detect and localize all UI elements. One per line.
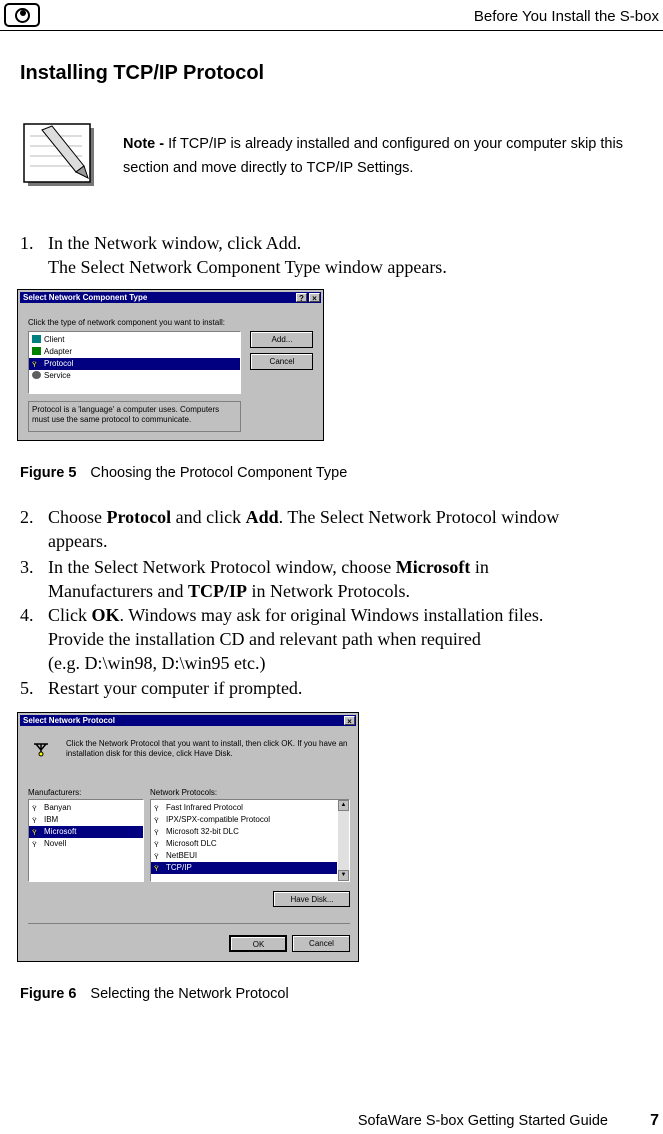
figure-caption: Choosing the Protocol Component Type <box>90 465 348 481</box>
protocol-icon: Ÿ <box>32 818 37 825</box>
protocol-icon: Ÿ <box>154 818 159 825</box>
dialog-title: Select Network Protocol <box>23 716 116 725</box>
protocol-icon: Ÿ <box>154 842 159 849</box>
list-item[interactable]: Ÿ Microsoft 32-bit DLC <box>154 827 239 837</box>
dialog-title-bar <box>20 292 321 303</box>
list-item[interactable]: Ÿ Fast Infrared Protocol <box>154 803 243 813</box>
header-divider <box>0 30 663 31</box>
step-number: 2. <box>20 507 34 527</box>
protocol-icon: Ÿ <box>32 806 37 813</box>
component-type-list[interactable] <box>28 331 241 394</box>
step-number: 3. <box>20 557 34 577</box>
step-number: 5. <box>20 678 34 698</box>
list-item[interactable]: Ÿ IBM <box>32 815 59 825</box>
protocol-icon: Ÿ <box>32 362 37 369</box>
figure-label: Figure 6 <box>20 986 77 1002</box>
list-item[interactable]: Adapter <box>29 346 240 358</box>
list-item-selected[interactable]: Ÿ Protocol <box>29 358 240 370</box>
step-text: Choose Protocol and click Add. The Select Network Protocol window <box>48 507 560 527</box>
protocol-icon: Ÿ <box>154 854 159 861</box>
manufacturers-list[interactable] <box>28 799 144 882</box>
list-item[interactable]: Service <box>29 370 240 382</box>
description-box: Protocol is a 'language' a computer uses. Computers must use the same protocol to communicate. <box>28 401 241 432</box>
list-item[interactable]: Client <box>29 334 240 346</box>
step-text: Restart your computer if prompted. <box>48 678 303 698</box>
step-text: In the Network window, click Add. <box>48 233 302 253</box>
network-protocol-icon <box>32 741 50 757</box>
dialog-prompt: Click the type of network component you want to install: <box>28 318 225 327</box>
scroll-up-icon[interactable]: ▲ <box>338 800 349 811</box>
protocol-icon: Ÿ <box>154 830 159 837</box>
manufacturers-label: Manufacturers: <box>28 788 82 797</box>
scrollbar[interactable] <box>338 800 349 881</box>
page-number: 7 <box>650 1112 659 1129</box>
select-network-component-dialog <box>17 289 324 441</box>
network-protocols-list[interactable] <box>150 799 350 882</box>
cancel-button[interactable]: Cancel <box>250 353 313 370</box>
figure-5-caption <box>20 465 347 481</box>
dialog-prompt: Click the Network Protocol that you want to install, then click OK. If you have an installation disk for this device, click Have Disk. <box>66 739 348 758</box>
scroll-down-icon[interactable]: ▼ <box>338 870 349 881</box>
dialog-title-bar <box>20 715 356 726</box>
protocol-icon: Ÿ <box>32 842 37 849</box>
help-button[interactable]: ? <box>296 293 307 302</box>
service-icon <box>32 371 41 379</box>
ok-button[interactable]: OK <box>229 935 287 952</box>
protocol-icon: Ÿ <box>154 866 159 873</box>
have-disk-button[interactable]: Have Disk... <box>273 891 350 907</box>
protocols-label: Network Protocols: <box>150 788 218 797</box>
close-button[interactable]: × <box>344 716 355 725</box>
list-item-selected[interactable]: Ÿ TCP/IP <box>151 862 337 874</box>
list-item[interactable]: Ÿ NetBEUI <box>154 851 198 861</box>
dialog-divider <box>28 923 350 924</box>
list-item[interactable]: Ÿ Microsoft DLC <box>154 839 217 849</box>
list-item[interactable]: Ÿ Banyan <box>32 803 72 813</box>
step-text: In the Select Network Protocol window, choose Microsoft in <box>48 557 489 577</box>
select-network-protocol-dialog <box>17 712 359 962</box>
adapter-icon <box>32 347 41 355</box>
figure-6-caption <box>20 986 289 1002</box>
protocol-icon: Ÿ <box>32 830 37 837</box>
cancel-button[interactable]: Cancel <box>292 935 350 952</box>
figure-label: Figure 5 <box>20 465 77 481</box>
close-button[interactable]: × <box>309 293 320 302</box>
step-text: Manufacturers and TCP/IP in Network Protocols. <box>48 581 410 601</box>
step-text: Click OK. Windows may ask for original Windows installation files. <box>48 605 544 625</box>
note-text <box>123 132 643 180</box>
figure-caption: Selecting the Network Protocol <box>90 986 289 1002</box>
client-icon <box>32 335 41 343</box>
list-item[interactable]: Ÿ IPX/SPX-compatible Protocol <box>154 815 271 825</box>
step-text: (e.g. D:\win98, D:\win95 etc.) <box>48 653 266 673</box>
note-label: Note - <box>123 136 165 152</box>
step-number: 1. <box>20 233 34 253</box>
header-title: Before You Install the S-box <box>473 8 659 25</box>
step-text: Provide the installation CD and relevant path when required <box>48 629 481 649</box>
note-pencil-icon <box>22 122 98 188</box>
note-body: If TCP/IP is already installed and configured on your computer skip this section and move directly to TCP/IP Settings. <box>123 136 623 176</box>
section-title: Installing TCP/IP Protocol <box>20 62 265 84</box>
list-item[interactable]: Ÿ Novell <box>32 839 67 849</box>
footer-title: SofaWare S-box Getting Started Guide <box>357 1113 608 1129</box>
logo-icon <box>4 3 40 27</box>
dialog-title: Select Network Component Type <box>23 293 148 302</box>
list-item-selected[interactable]: Ÿ Microsoft <box>29 826 143 838</box>
protocol-icon: Ÿ <box>154 806 159 813</box>
step-text: The Select Network Component Type window appears. <box>48 257 447 277</box>
add-button[interactable]: Add... <box>250 331 313 348</box>
step-number: 4. <box>20 605 34 625</box>
step-text: appears. <box>48 531 108 551</box>
